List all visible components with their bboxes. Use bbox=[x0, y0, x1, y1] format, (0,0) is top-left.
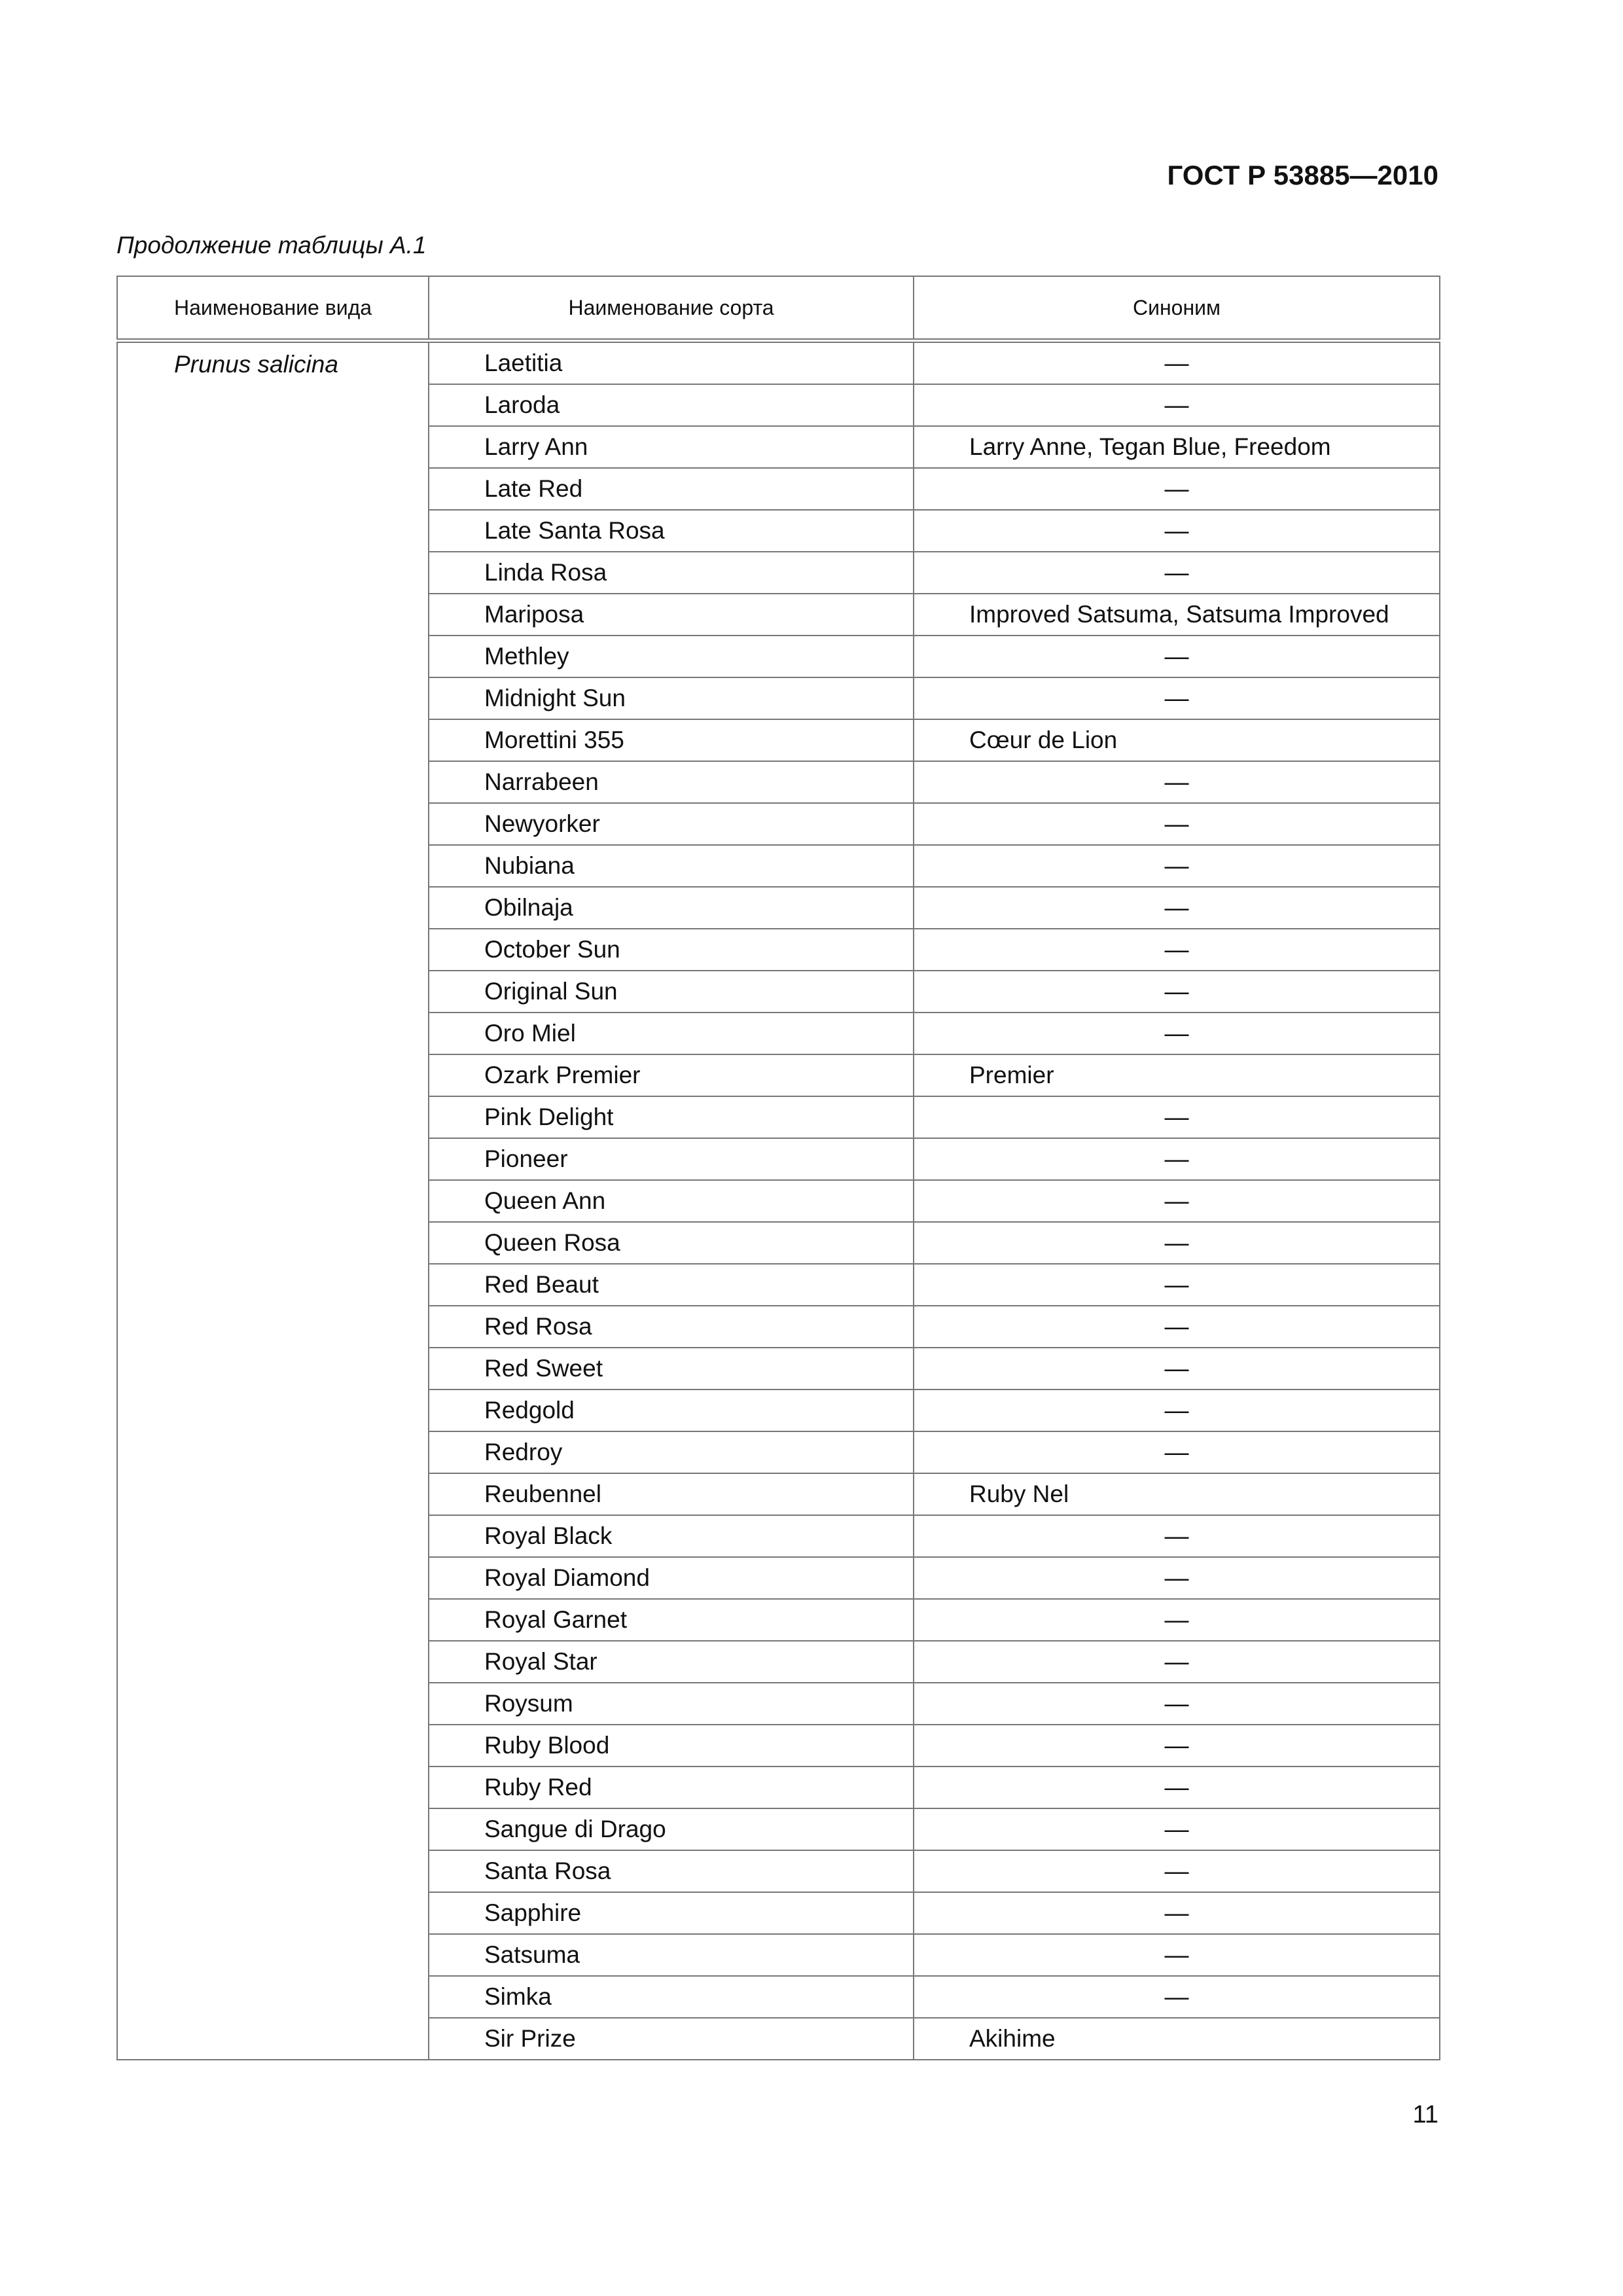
synonym-cell: — bbox=[914, 1683, 1440, 1725]
synonym-cell: — bbox=[914, 929, 1440, 971]
synonym-cell: — bbox=[914, 1725, 1440, 1767]
variety-cell: Late Red bbox=[429, 468, 914, 510]
variety-cell: Ruby Red bbox=[429, 1767, 914, 1808]
variety-cell: Reubennel bbox=[429, 1473, 914, 1515]
variety-cell: Original Sun bbox=[429, 971, 914, 1013]
synonym-cell: — bbox=[914, 887, 1440, 929]
variety-cell: October Sun bbox=[429, 929, 914, 971]
synonym-cell: — bbox=[914, 1808, 1440, 1850]
synonym-cell: — bbox=[914, 1976, 1440, 2018]
variety-cell: Pink Delight bbox=[429, 1096, 914, 1138]
synonym-cell: — bbox=[914, 1850, 1440, 1892]
variety-cell: Red Beaut bbox=[429, 1264, 914, 1306]
synonym-cell: — bbox=[914, 1557, 1440, 1599]
synonym-cell: — bbox=[914, 1515, 1440, 1557]
synonym-cell: — bbox=[914, 971, 1440, 1013]
synonym-cell: — bbox=[914, 1013, 1440, 1054]
variety-cell: Royal Diamond bbox=[429, 1557, 914, 1599]
synonym-cell: — bbox=[914, 1138, 1440, 1180]
variety-cell: Ruby Blood bbox=[429, 1725, 914, 1767]
synonym-cell: — bbox=[914, 1641, 1440, 1683]
column-header-species: Наименование вида bbox=[117, 276, 429, 341]
synonym-cell: — bbox=[914, 1306, 1440, 1348]
synonym-cell: — bbox=[914, 341, 1440, 385]
table-caption: Продолжение таблицы А.1 bbox=[116, 232, 427, 259]
variety-cell: Sir Prize bbox=[429, 2018, 914, 2060]
synonym-cell: — bbox=[914, 677, 1440, 719]
species-cell: Prunus salicina bbox=[117, 341, 429, 2060]
synonym-cell: — bbox=[914, 1264, 1440, 1306]
variety-cell: Larry Ann bbox=[429, 426, 914, 468]
variety-cell: Royal Black bbox=[429, 1515, 914, 1557]
synonym-cell: — bbox=[914, 1222, 1440, 1264]
variety-cell: Methley bbox=[429, 636, 914, 677]
variety-cell: Royal Star bbox=[429, 1641, 914, 1683]
synonym-cell: Premier bbox=[914, 1054, 1440, 1096]
variety-cell: Late Santa Rosa bbox=[429, 510, 914, 552]
synonym-cell: — bbox=[914, 803, 1440, 845]
synonym-cell: — bbox=[914, 1348, 1440, 1390]
synonym-cell: Larry Anne, Tegan Blue, Freedom bbox=[914, 426, 1440, 468]
synonym-cell: — bbox=[914, 1599, 1440, 1641]
synonym-cell: — bbox=[914, 1934, 1440, 1976]
variety-table bbox=[116, 276, 1440, 2060]
synonym-cell: — bbox=[914, 761, 1440, 803]
synonym-cell: Cœur de Lion bbox=[914, 719, 1440, 761]
synonym-cell: — bbox=[914, 1390, 1440, 1431]
variety-cell: Midnight Sun bbox=[429, 677, 914, 719]
variety-cell: Queen Rosa bbox=[429, 1222, 914, 1264]
synonym-cell: — bbox=[914, 1767, 1440, 1808]
variety-cell: Queen Ann bbox=[429, 1180, 914, 1222]
variety-cell: Red Sweet bbox=[429, 1348, 914, 1390]
column-header-variety: Наименование сорта bbox=[429, 276, 914, 341]
synonym-cell: — bbox=[914, 552, 1440, 594]
variety-cell: Mariposa bbox=[429, 594, 914, 636]
column-header-synonym: Синоним bbox=[914, 276, 1440, 341]
variety-cell: Royal Garnet bbox=[429, 1599, 914, 1641]
variety-cell: Satsuma bbox=[429, 1934, 914, 1976]
synonym-cell: — bbox=[914, 1892, 1440, 1934]
table-header-row bbox=[117, 276, 1440, 341]
variety-cell: Sapphire bbox=[429, 1892, 914, 1934]
synonym-cell: — bbox=[914, 1431, 1440, 1473]
synonym-cell: Ruby Nel bbox=[914, 1473, 1440, 1515]
variety-cell: Obilnaja bbox=[429, 887, 914, 929]
synonym-cell: — bbox=[914, 468, 1440, 510]
synonym-cell: Improved Satsuma, Satsuma Improved bbox=[914, 594, 1440, 636]
variety-cell: Roysum bbox=[429, 1683, 914, 1725]
variety-cell: Laetitia bbox=[429, 341, 914, 385]
variety-cell: Redroy bbox=[429, 1431, 914, 1473]
synonym-cell: — bbox=[914, 636, 1440, 677]
table-row bbox=[117, 341, 1440, 385]
variety-cell: Redgold bbox=[429, 1390, 914, 1431]
document-code: ГОСТ Р 53885—2010 bbox=[1167, 160, 1438, 190]
page-number: 11 bbox=[1412, 2101, 1438, 2128]
variety-cell: Laroda bbox=[429, 384, 914, 426]
variety-cell: Santa Rosa bbox=[429, 1850, 914, 1892]
table-body bbox=[117, 341, 1440, 2060]
variety-cell: Ozark Premier bbox=[429, 1054, 914, 1096]
synonym-cell: Akihime bbox=[914, 2018, 1440, 2060]
variety-cell: Pioneer bbox=[429, 1138, 914, 1180]
variety-cell: Red Rosa bbox=[429, 1306, 914, 1348]
synonym-cell: — bbox=[914, 1180, 1440, 1222]
variety-cell: Oro Miel bbox=[429, 1013, 914, 1054]
synonym-cell: — bbox=[914, 510, 1440, 552]
synonym-cell: — bbox=[914, 1096, 1440, 1138]
variety-cell: Narrabeen bbox=[429, 761, 914, 803]
variety-cell: Nubiana bbox=[429, 845, 914, 887]
variety-cell: Simka bbox=[429, 1976, 914, 2018]
variety-cell: Linda Rosa bbox=[429, 552, 914, 594]
variety-cell: Newyorker bbox=[429, 803, 914, 845]
variety-cell: Morettini 355 bbox=[429, 719, 914, 761]
synonym-cell: — bbox=[914, 384, 1440, 426]
variety-cell: Sangue di Drago bbox=[429, 1808, 914, 1850]
synonym-cell: — bbox=[914, 845, 1440, 887]
